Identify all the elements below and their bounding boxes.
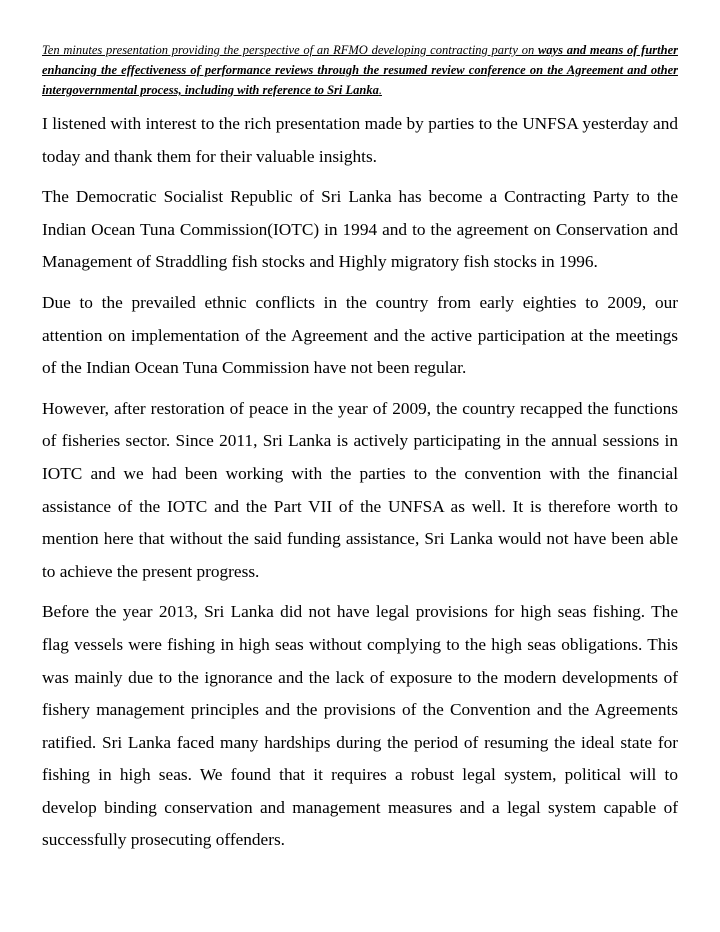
paragraph-4: However, after restoration of peace in the year of 2009, the country recapped the functions of fisheries sector. Since 2011, Sri Lanka is actively participating in the annual sessions in IOTC and we had been working with the parties to the convention with the financial assistance of the IOTC and the Part VII of the UNFSA as well. It is therefore worth to mention here that without the said funding assistance, Sri Lanka would not have been able to achieve the present progress. <box>42 398 678 581</box>
paragraph-2: The Democratic Socialist Republic of Sri Lanka has become a Contracting Party to the Indian Ocean Tuna Commission(IOTC) in 1994 and to the agreement on Conservation and Management of Straddling fish stocks and Highly migratory fish stocks in 1996. <box>42 187 678 272</box>
paragraph-3: Due to the prevailed ethnic conflicts in the country from early eighties to 2009, our attention on implementation of the Agreement and the active participation at the meetings of the Indian Ocean Tuna Commission have not been regular. <box>42 292 678 378</box>
document-page <box>42 40 678 865</box>
heading-end: . <box>378 83 382 97</box>
heading-topic: ways and means of further enhancing the effectiveness of performance reviews through the resumed review conference on the Agreement and other intergovernmental process, including with reference to Sri Lanka <box>42 43 678 97</box>
document-heading <box>42 40 678 100</box>
paragraph-5: Before the year 2013, Sri Lanka did not have legal provisions for high seas fishing. The flag vessels were fishing in high seas without complying to the high seas obligations. This was mainly due to the ignorance and the lack of exposure to the modern developments of fishery management principles and the provisions of the Convention and the Agreements ratified. Sri Lanka faced many hardships during the period of resuming the ideal state for fishing in high seas. We found that it requires a robust legal system, political will to develop binding conservation and management measures and a legal system capable of successfully prosecuting offenders. <box>42 602 678 850</box>
heading-intro: Ten minutes presentation providing the perspective of an RFMO developing contracting party on <box>42 43 538 57</box>
paragraph-1: I listened with interest to the rich presentation made by parties to the UNFSA yesterday and today and thank them for their valuable insights. <box>42 114 678 166</box>
